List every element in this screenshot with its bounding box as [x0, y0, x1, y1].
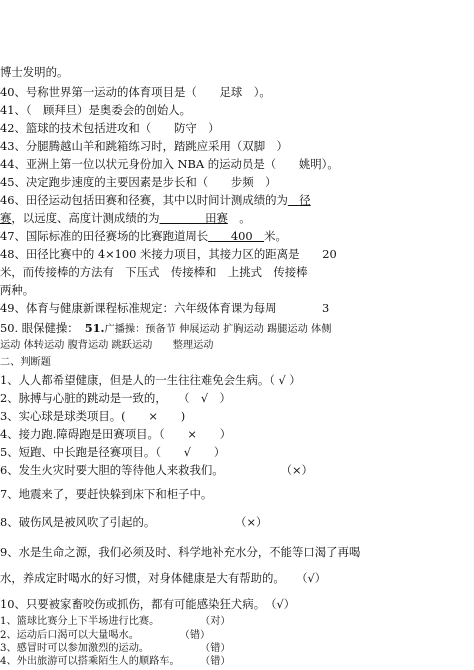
item-46 [0, 192, 474, 208]
judge-item-6: 6、发生火灾时要大胆的等待他人来救我们。 （×） [0, 463, 313, 477]
item-47 [0, 228, 474, 244]
item-48-cont: 米，而传接棒的方法有 下压式 传接棒和 上挑式 传接棒 [0, 265, 308, 279]
judge-item-1: 1、人人都希望健康，但是人的一生往往难免会生病。（ √ ） [0, 373, 301, 387]
text-line: 博士发明的。 [0, 65, 69, 79]
item-46-answer-2: 田赛 [159, 211, 228, 225]
judge-item-2: 2、脉搏与心脏的跳动是一致的， （ √ ） [0, 391, 231, 405]
item-51-cont: 运动 体转运动 腹背运动 跳跃运动 整理运动 [0, 340, 214, 351]
judge-item-9: 9、水是生命之源，我们必须及时、科学地补充水分，不能等口渴了再喝 [0, 545, 361, 559]
item-47-text: 47、国际标准的田径赛场的比赛跑道周长 [0, 229, 209, 243]
item-46-answer-1: 径 [287, 193, 311, 207]
judge2-item-1: 1、篮球比赛分上下半场进行比赛。 （对） [0, 616, 231, 627]
item-43: 43、分腿腾越山羊和跳箱练习时，踏跳应采用（双脚 ） [0, 139, 288, 153]
item-49: 49、体育与健康新课程标准规定：六年级体育课为每周 3 [0, 301, 330, 315]
judge2-item-3: 3、感冒时可以参加激烈的运动。 （错） [0, 643, 231, 654]
judge-item-7: 7、地震来了，要赶快躲到床下和柜子中。 [0, 487, 213, 501]
judge-item-8: 8、破伤风是被风吹了引起的。 （×） [0, 515, 268, 529]
item-51-text: 广播操：预备节 伸展运动 扩胸运动 踢腿运动 体侧 [104, 324, 332, 335]
item-42: 42、篮球的技术包括进攻和（ 防守 ） [0, 121, 220, 135]
item-47-unit: 米。 [264, 229, 287, 243]
judge-item-3: 3、实心球是球类项目。( × ) [0, 409, 186, 423]
item-41: 41、（ 顾拜旦）是奥委会的创始人。 [0, 103, 192, 117]
judge-item-10: 10、只要被家畜咬伤或抓伤，都有可能感染狂犬病。 （√） [0, 597, 296, 611]
judge-item-5: 5、短跑、中长跑是径赛项目。（ √ ） [0, 445, 226, 459]
item-48-end: 两种。 [0, 283, 35, 297]
item-46-answer-1-cont: 赛 [0, 211, 12, 225]
judge2-item-4: 4、外出旅游可以搭乘陌生人的顺路车。 （错） [0, 656, 231, 667]
judge-item-9-cont: 水，养成定时喝水的好习惯，对身体健康是大有帮助的。 （√） [0, 571, 327, 585]
item-46-cont [0, 210, 474, 226]
item-40: 40、号称世界第一运动的体育项目是（ 足球 ）。 [0, 85, 271, 99]
judge-item-4: 4、接力跑.障碍跑是田赛项目。（ × ） [0, 427, 232, 441]
section-heading: 二、判断题 [0, 357, 51, 368]
item-48: 48、田径比赛中的 4×100 米接力项目，其接力区的距离是 20 [0, 247, 337, 261]
item-44: 44、亚洲上第一位以状元身份加入 NBA 的运动员是（ 姚明）。 [0, 157, 339, 171]
item-46-end: 。 [227, 211, 251, 225]
item-46-text-2: ，以远度、高度计测成绩的为 [11, 211, 160, 225]
item-45: 45、决定跑步速度的主要因素是步长和（ 步频 ） [0, 175, 277, 189]
item-47-answer: 400 [208, 229, 265, 243]
item-46-text: 46、田径运动包括田赛和径赛，其中以时间计测成绩的为 [0, 193, 288, 207]
item-51-number: 51. [84, 321, 105, 335]
item-50-51 [0, 320, 474, 338]
judge2-item-2: 2、运动后口渴可以大量喝水。 （错） [0, 630, 211, 641]
item-50: 50. 眼保健操： [0, 321, 79, 335]
